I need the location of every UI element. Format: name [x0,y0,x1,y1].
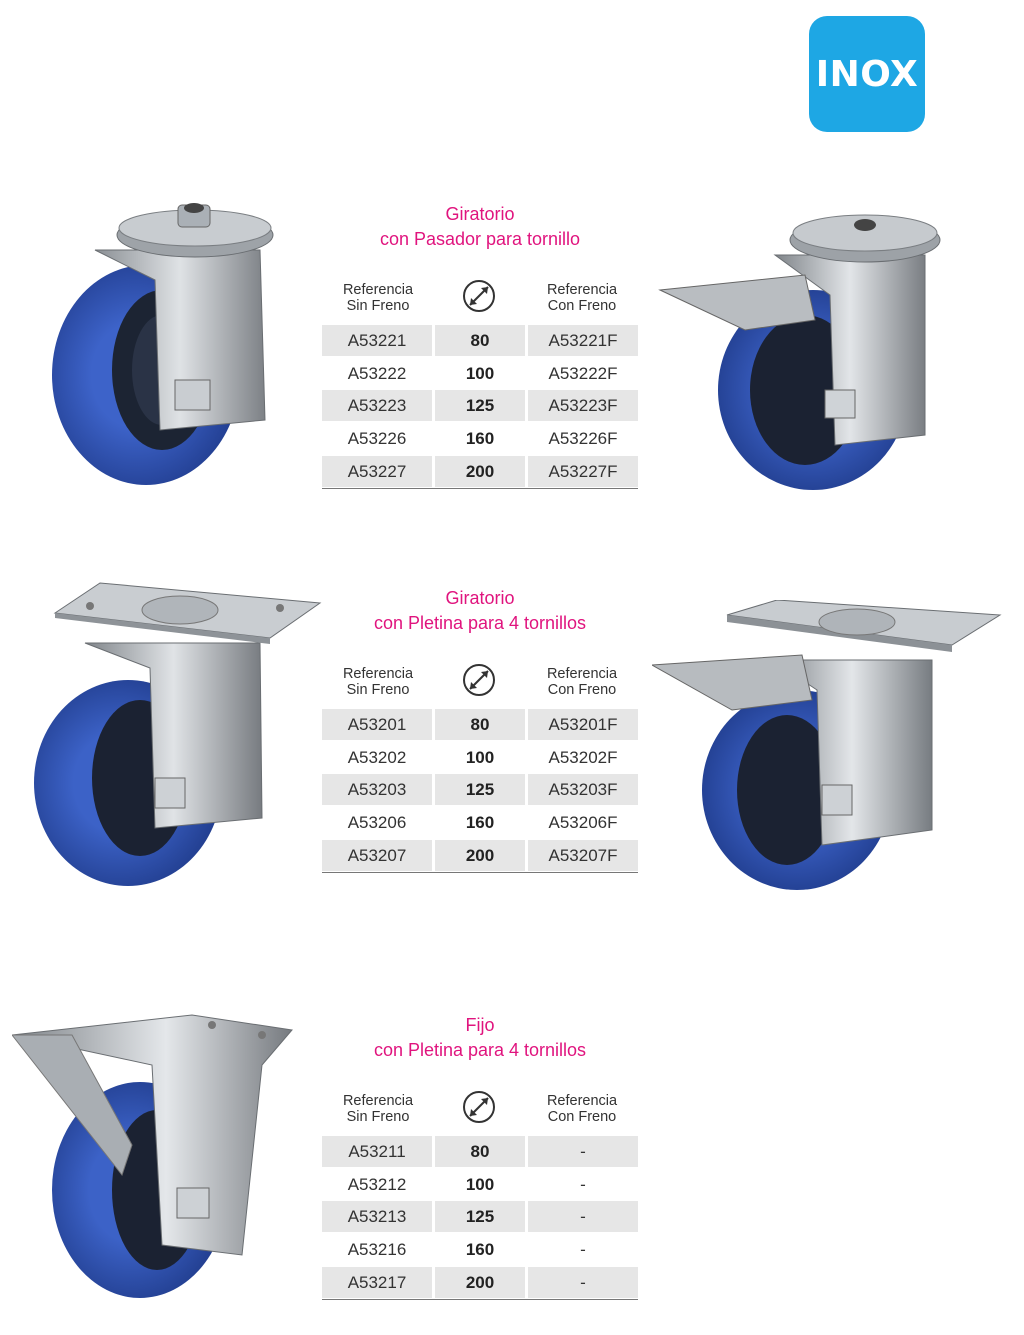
table-row [322,325,638,358]
col-ref-no-brake: Referencia Sin Freno [342,666,414,698]
diameter-value: 100 [465,747,495,767]
ref-with-brake: A53222F [548,363,618,383]
title-line-2: con Pasador para tornillo [379,229,581,249]
diameter-value: 200 [435,840,525,871]
title-line-1: Fijo [465,1015,495,1035]
table-row [322,1267,638,1301]
diameter-value: 80 [435,709,525,740]
table-header [322,282,638,328]
ref-no-brake: A53217 [322,1267,432,1298]
table-row [322,1169,638,1202]
ref-with-brake: - [528,1201,638,1232]
title-line-1: Giratorio [445,204,515,224]
ref-no-brake: A53213 [322,1201,432,1232]
table-row [322,390,638,423]
diameter-value: 100 [465,363,495,383]
ref-with-brake: - [580,1174,586,1194]
reference-table [322,325,638,489]
ref-no-brake: A53222 [347,363,407,383]
diameter-icon [461,278,497,314]
ref-no-brake: A53203 [322,774,432,805]
ref-with-brake: - [528,1267,638,1298]
diameter-value: 160 [465,429,495,449]
swivel-top-plate-caster-image [30,578,330,888]
diameter-icon [461,662,497,698]
section-title [322,1013,638,1063]
col-ref-no-brake: Referencia Sin Freno [342,1093,414,1125]
diameter-value: 200 [435,1267,525,1298]
ref-no-brake: A53221 [322,325,432,356]
reference-table [322,1136,638,1300]
ref-no-brake: A53212 [347,1174,407,1194]
ref-no-brake: A53201 [322,709,432,740]
col-ref-no-brake: Referencia Sin Freno [342,282,414,314]
diameter-value: 125 [435,1201,525,1232]
diameter-value: 80 [435,1136,525,1167]
ref-with-brake: A53223F [528,390,638,421]
title-line-1: Giratorio [445,588,515,608]
ref-with-brake: - [528,1136,638,1167]
diameter-icon [461,1089,497,1125]
table-header [322,1093,638,1139]
ref-with-brake: A53206F [548,813,618,833]
col-ref-with-brake: Referencia Con Freno [546,282,618,314]
ref-no-brake: A53202 [347,747,407,767]
diameter-value: 125 [435,774,525,805]
swivel-top-plate-brake-caster-image [652,600,1002,895]
table-row [322,1201,638,1234]
diameter-value: 125 [435,390,525,421]
title-line-2: con Pletina para 4 tornillos [373,1040,587,1060]
ref-with-brake: A53201F [528,709,638,740]
table-row [322,456,638,490]
ref-with-brake: A53202F [548,747,618,767]
diameter-value: 100 [465,1174,495,1194]
table-row [322,1136,638,1169]
section-title [322,202,638,252]
table-row [322,774,638,807]
table-row [322,709,638,742]
table-row [322,742,638,775]
section-title [322,586,638,636]
swivel-bolt-hole-caster-image [50,190,280,490]
table-row [322,807,638,840]
diameter-value: 160 [465,813,495,833]
table-row [322,1234,638,1267]
col-ref-with-brake: Referencia Con Freno [546,666,618,698]
ref-with-brake: A53226F [548,429,618,449]
fixed-top-plate-caster-image [12,1005,302,1305]
diameter-value: 160 [465,1240,495,1260]
table-header [322,666,638,712]
diameter-value: 80 [435,325,525,356]
ref-with-brake: A53203F [528,774,638,805]
reference-table [322,709,638,873]
col-ref-with-brake: Referencia Con Freno [546,1093,618,1125]
ref-with-brake: A53207F [528,840,638,871]
ref-no-brake: A53216 [347,1240,407,1260]
diameter-value: 200 [435,456,525,487]
ref-no-brake: A53207 [322,840,432,871]
ref-no-brake: A53226 [347,429,407,449]
ref-with-brake: - [580,1240,586,1260]
table-row [322,423,638,456]
ref-no-brake: A53206 [347,813,407,833]
ref-no-brake: A53211 [322,1136,432,1167]
ref-no-brake: A53227 [322,456,432,487]
table-row [322,358,638,391]
inox-badge: INOX [809,16,925,132]
table-row [322,840,638,874]
swivel-bolt-hole-brake-caster-image [655,195,945,495]
ref-with-brake: A53221F [528,325,638,356]
title-line-2: con Pletina para 4 tornillos [373,613,587,633]
ref-with-brake: A53227F [528,456,638,487]
ref-no-brake: A53223 [322,390,432,421]
